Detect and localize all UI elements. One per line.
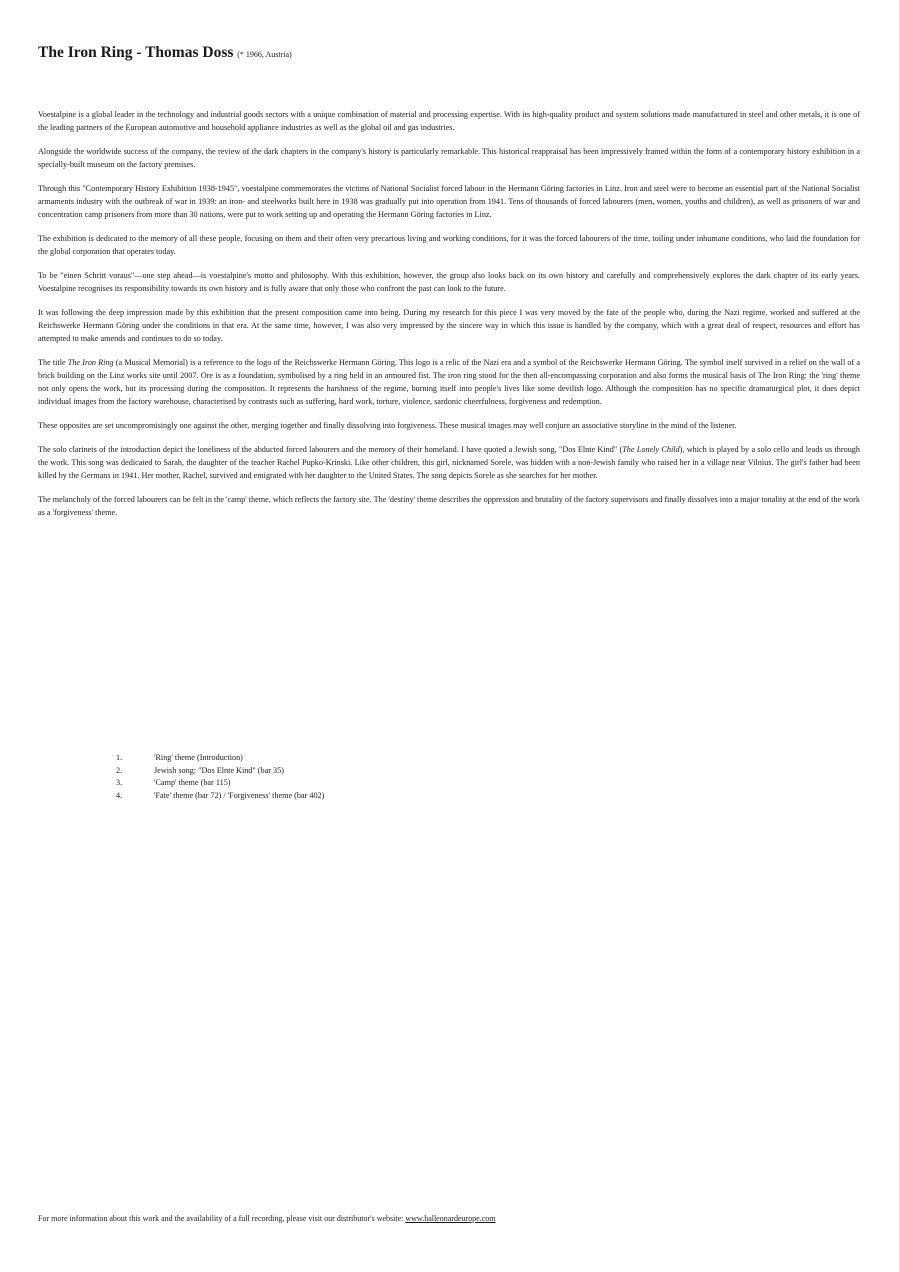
footer-note [38, 1214, 496, 1223]
iron-ring-paren: (a Musical Memorial) [113, 358, 188, 367]
title-subtitle: (* 1966, Austria) [237, 50, 292, 59]
paragraph-impression: It was following the deep impression made by this exhibition that the present composition came into being. During my research for this piece I was very moved by the fate of the people who, during the Nazi regime, worked and suffered at the Reichswerke Hermann Göring under the conditions in that era. At the same time, however, I was also very impressed by the sincere way in which this issue is handled by the company, which with a great deal of respect, resources and effort has attempted to make amends and continues to do so today. [38, 308, 860, 343]
iron-ring-title: The Iron Ring [67, 358, 114, 367]
paragraph-iron-ring [38, 356, 860, 408]
list-label: 'Fate' theme (bar 72) / 'Forgiveness' theme (bar 402) [154, 790, 325, 800]
footer-text: For more information about this work and the availability of a full recording, please visit our distributor's website: [38, 1214, 406, 1223]
clarinets-rest: ), which is played by a solo cello and leads us through the work. This song was dedicated to Sarah, the daughter of the teacher Rachel Pupko-Krinski. Like other children, this girl, nicknamed Sorele, was hidden with a non-Jewish family who raised her in a village near Vilnius. The girl's father had been killed by the Germans in 1941. Her mother, Rachel, survived and emigrated with her daughter to the United States. The song depicts Sorele as she searches for her mother. [38, 445, 860, 480]
list-item [116, 777, 324, 790]
list-label: Jewish song: "Dos Elnte Kind" (bar 35) [154, 765, 284, 775]
paragraph-motto: To be "einen Schritt voraus"—one step ahead—is voestalpine's motto and philosophy. With this exhibition, however, the group also looks back on its own history and carefully and comprehensively explores the dark chapter of its early years. Voestalpine recognises its responsibility towards its own history and is fully aware that only those who confront the past can look to the future. [38, 271, 860, 293]
list-label: 'Ring' theme (Introduction) [154, 753, 243, 762]
paragraph-opposites: These opposites are set uncompromisingly one against the other, merging together and finally dissolving into forgiveness. These musical images may well conjure an associative storyline in the mind of the listener. [38, 421, 737, 430]
list-number: 2. [116, 765, 123, 775]
list-label: 'Camp' theme (bar 115) [154, 778, 231, 787]
clarinets-italic: The Lonely Child [622, 445, 680, 454]
title-text: The Iron Ring - Thomas Doss [38, 44, 234, 61]
page-title [38, 44, 292, 62]
list-number: 1. [116, 753, 123, 762]
themes-list [116, 752, 324, 802]
paragraph-dedication: The exhibition is dedicated to the memory of all these people, focusing on them and their often very precarious living and working conditions, for it was the forced labourers of the time, toiling under inhumane conditions, who laid the foundation for the global corporation that operates today. [38, 234, 860, 256]
paragraph-exhibition: Through this "Contemporary History Exhibition 1938-1945", voestalpine commemorates the victims of National Socialist forced labour in the Hermann Göring factories in Linz. Iron and steel were to become an essential part of the National Socialist armaments industry with the outbreak of war in 1939: an iron- and steelworks built here in 1938 was gradually put into operation from 1941. Tens of thousands of forced labourers (men, women, youths and children), as well as prisoners of war and concentration camp prisoners from more than 30 nations, were put to work setting up and operating the Hermann Göring factories in Linz. [38, 184, 860, 219]
list-item [116, 765, 324, 778]
list-number: 3. [116, 778, 123, 787]
paragraph-melancholy: The melancholy of the forced labourers can be felt in the 'camp' theme, which reflects the factory site. The 'destiny' theme describes the oppression and brutality of the factory supervisors and finally dissolves into a major tonality at the end of the work as a 'forgiveness' theme. [38, 495, 860, 517]
list-number: 4. [116, 790, 123, 800]
iron-ring-lead: The title [38, 358, 68, 367]
list-item [116, 790, 324, 803]
document-body [38, 108, 860, 530]
list-item [116, 752, 324, 765]
clarinets-lead: The solo clarinets of the introduction depict the loneliness of the abducted forced labourers and the memory of their homeland. I have quoted a Jewish song, "Dos Elnte Kind" ( [38, 445, 623, 454]
paragraph-voestalpine: Voestalpine is a global leader in the technology and industrial goods sectors with a unique combination of material and processing expertise. With its high-quality product and system solutions made manufactured in steel and other metals, it is one of the leading partners of the European automotive and household appliance industries as well as the global oil and gas industries. [38, 110, 860, 132]
paragraph-success: Alongside the worldwide success of the company, the review of the dark chapters in the company's history is particularly remarkable. This historical reappraisal has been impressively framed within the form of a contemporary history exhibition in a specially-built museum on the factory premises. [38, 147, 860, 169]
iron-ring-rest: is a reference to the logo of the Reichswerke Hermann Göring. This logo is a relic of the Nazi era and a symbol of the Reichswerke Hermann Göring. The symbol itself survived in a relief on the wall of a brick building on the Linz works site until 2007. Ore is as a foundation, symbolised by a ring held in an armoured fist. The iron ring stood for the then all-encompassing corporation and also forms the musical basis of The Iron Ring: the 'ring' theme not only opens the work, but its processing during the composition. It represents the harshness of the regime, burning itself into people's lives like some devilish logo. Although the composition has no specific dramaturgical plot, it does depict individual images from the factory warehouse, characterised by contrasts such as suffering, hard work, torture, violence, sardonic cheerfulness, forgiveness and redemption. [38, 358, 860, 406]
distributor-link[interactable]: www.halleonardeurope.com [405, 1214, 496, 1223]
paragraph-clarinets [38, 443, 860, 482]
